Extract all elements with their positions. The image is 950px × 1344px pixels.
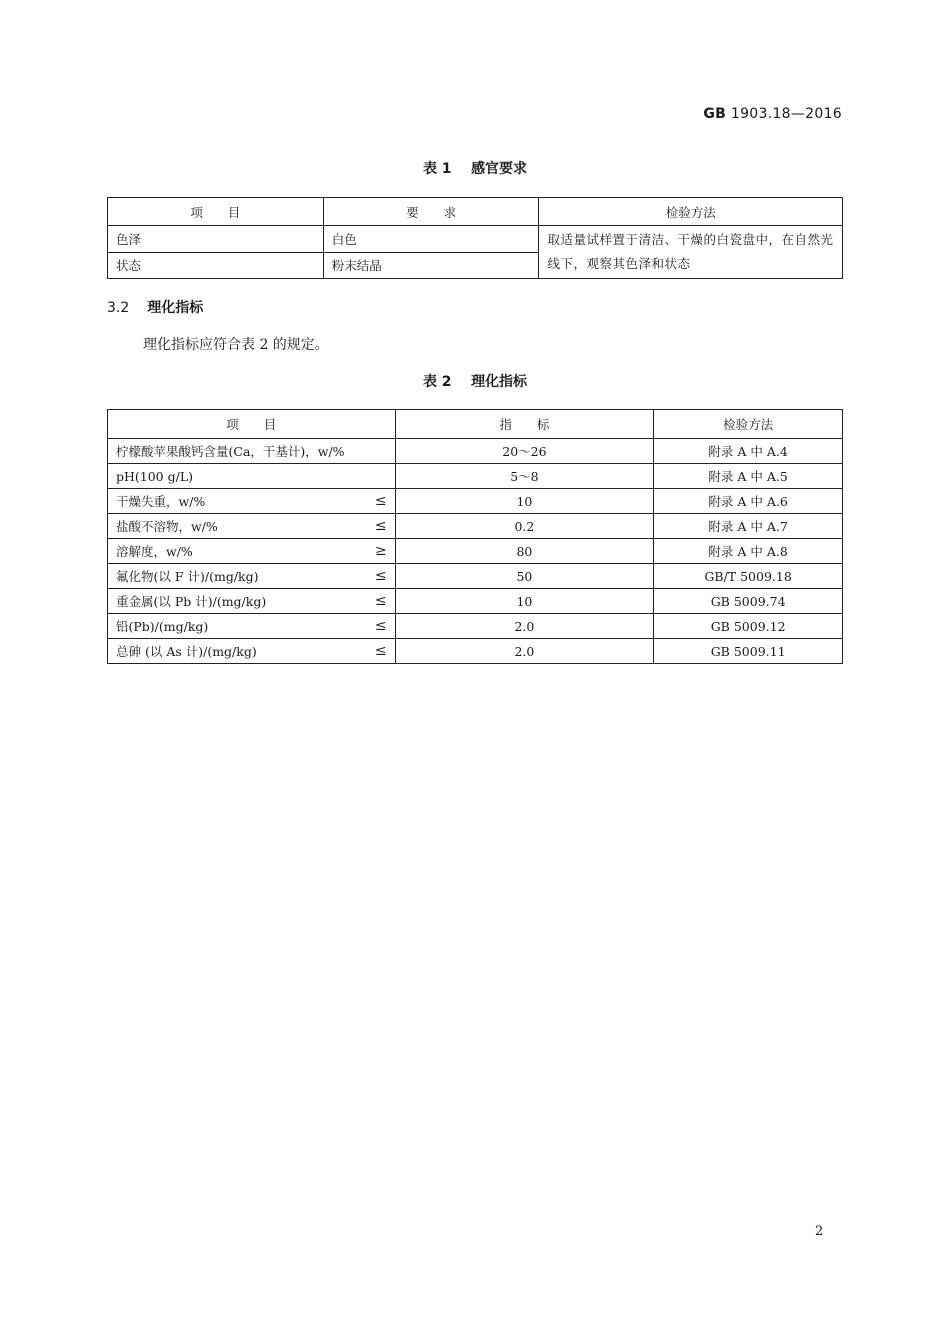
table-row (108, 539, 843, 564)
row-value: 2.0 (395, 614, 654, 639)
inequality-sign: ≤ (374, 568, 387, 584)
section-title: 理化指标 (147, 300, 204, 316)
table-row (108, 514, 843, 539)
table-row (108, 614, 843, 639)
row-item-cell (108, 564, 396, 589)
inequality-sign: ≤ (374, 493, 387, 509)
table2-caption-title: 理化指标 (471, 374, 528, 390)
row-method: 附录 A 中 A.7 (654, 514, 843, 539)
row-item-cell (108, 439, 396, 464)
row-method: GB 5009.74 (654, 589, 843, 614)
row-requirement: 粉末结晶 (323, 252, 539, 279)
row-value: 10 (395, 489, 654, 514)
table-row (108, 439, 843, 464)
header-item: 项 目 (108, 410, 396, 439)
row-item: 盐酸不溶物，w/% (116, 519, 218, 534)
table-row (108, 489, 843, 514)
inequality-sign: ≤ (374, 593, 387, 609)
standard-code (703, 106, 842, 122)
header-method: 检验方法 (654, 410, 843, 439)
row-item: 氟化物(以 F 计)/(mg/kg) (116, 569, 259, 584)
table-row (108, 564, 843, 589)
section-paragraph: 理化指标应符合表 2 的规定。 (143, 337, 329, 353)
row-item: 干燥失重，w/% (116, 494, 206, 509)
section-number: 3.2 (107, 300, 130, 316)
table-row (108, 589, 843, 614)
section-heading (107, 297, 203, 317)
row-item: 色泽 (108, 226, 324, 253)
row-method: 取适量试样置于清洁、干燥的白瓷盘中，在自然光线下，观察其色泽和状态 (539, 226, 843, 279)
row-item-cell (108, 614, 396, 639)
row-item: 重金属(以 Pb 计)/(mg/kg) (116, 594, 267, 609)
table1-caption (0, 158, 950, 178)
header-indicator: 指 标 (395, 410, 654, 439)
table1-caption-title: 感官要求 (471, 161, 528, 177)
row-item-cell (108, 489, 396, 514)
row-method: GB 5009.11 (654, 639, 843, 664)
row-item-cell (108, 464, 396, 489)
row-item-cell (108, 514, 396, 539)
inequality-sign: ≤ (374, 518, 387, 534)
inequality-sign: ≤ (374, 643, 387, 659)
table-row (108, 639, 843, 664)
row-value: 50 (395, 564, 654, 589)
table-row (108, 226, 843, 253)
header-requirement: 要 求 (323, 198, 539, 226)
row-value: 10 (395, 589, 654, 614)
inequality-sign: ≤ (374, 618, 387, 634)
inequality-sign: ≥ (374, 543, 387, 559)
row-method: 附录 A 中 A.8 (654, 539, 843, 564)
physicochemical-indicators-table (107, 409, 843, 664)
table1-caption-label: 表 1 (422, 161, 452, 177)
row-item: pH(100 g/L) (116, 468, 194, 484)
row-requirement: 白色 (323, 226, 539, 253)
row-item-cell (108, 589, 396, 614)
row-item-cell (108, 639, 396, 664)
row-item: 柠檬酸苹果酸钙含量(Ca，干基计)，w/% (116, 444, 345, 459)
row-item-cell (108, 539, 396, 564)
row-item: 铅(Pb)/(mg/kg) (116, 619, 209, 634)
row-method: 附录 A 中 A.5 (654, 464, 843, 489)
row-item: 溶解度，w/% (116, 544, 193, 559)
table-row (108, 464, 843, 489)
row-method: 附录 A 中 A.6 (654, 489, 843, 514)
header-method: 检验方法 (539, 198, 843, 226)
row-method: GB/T 5009.18 (654, 564, 843, 589)
row-method: GB 5009.12 (654, 614, 843, 639)
row-value: 2.0 (395, 639, 654, 664)
row-value: 80 (395, 539, 654, 564)
table2-caption (0, 371, 950, 391)
row-value: 5～8 (395, 464, 654, 489)
row-value: 0.2 (395, 514, 654, 539)
header-item: 项 目 (108, 198, 324, 226)
standard-prefix: GB (703, 106, 727, 122)
row-item: 总砷 (以 As 计)/(mg/kg) (116, 644, 257, 659)
row-method: 附录 A 中 A.4 (654, 439, 843, 464)
table-header-row (108, 410, 843, 439)
standard-number: 1903.18—2016 (730, 106, 842, 122)
sensory-requirements-table (107, 197, 843, 279)
table-header-row (108, 198, 843, 226)
row-value: 20～26 (395, 439, 654, 464)
page-number: 2 (815, 1224, 824, 1239)
row-item: 状态 (108, 252, 324, 279)
table2-caption-label: 表 2 (422, 374, 452, 390)
